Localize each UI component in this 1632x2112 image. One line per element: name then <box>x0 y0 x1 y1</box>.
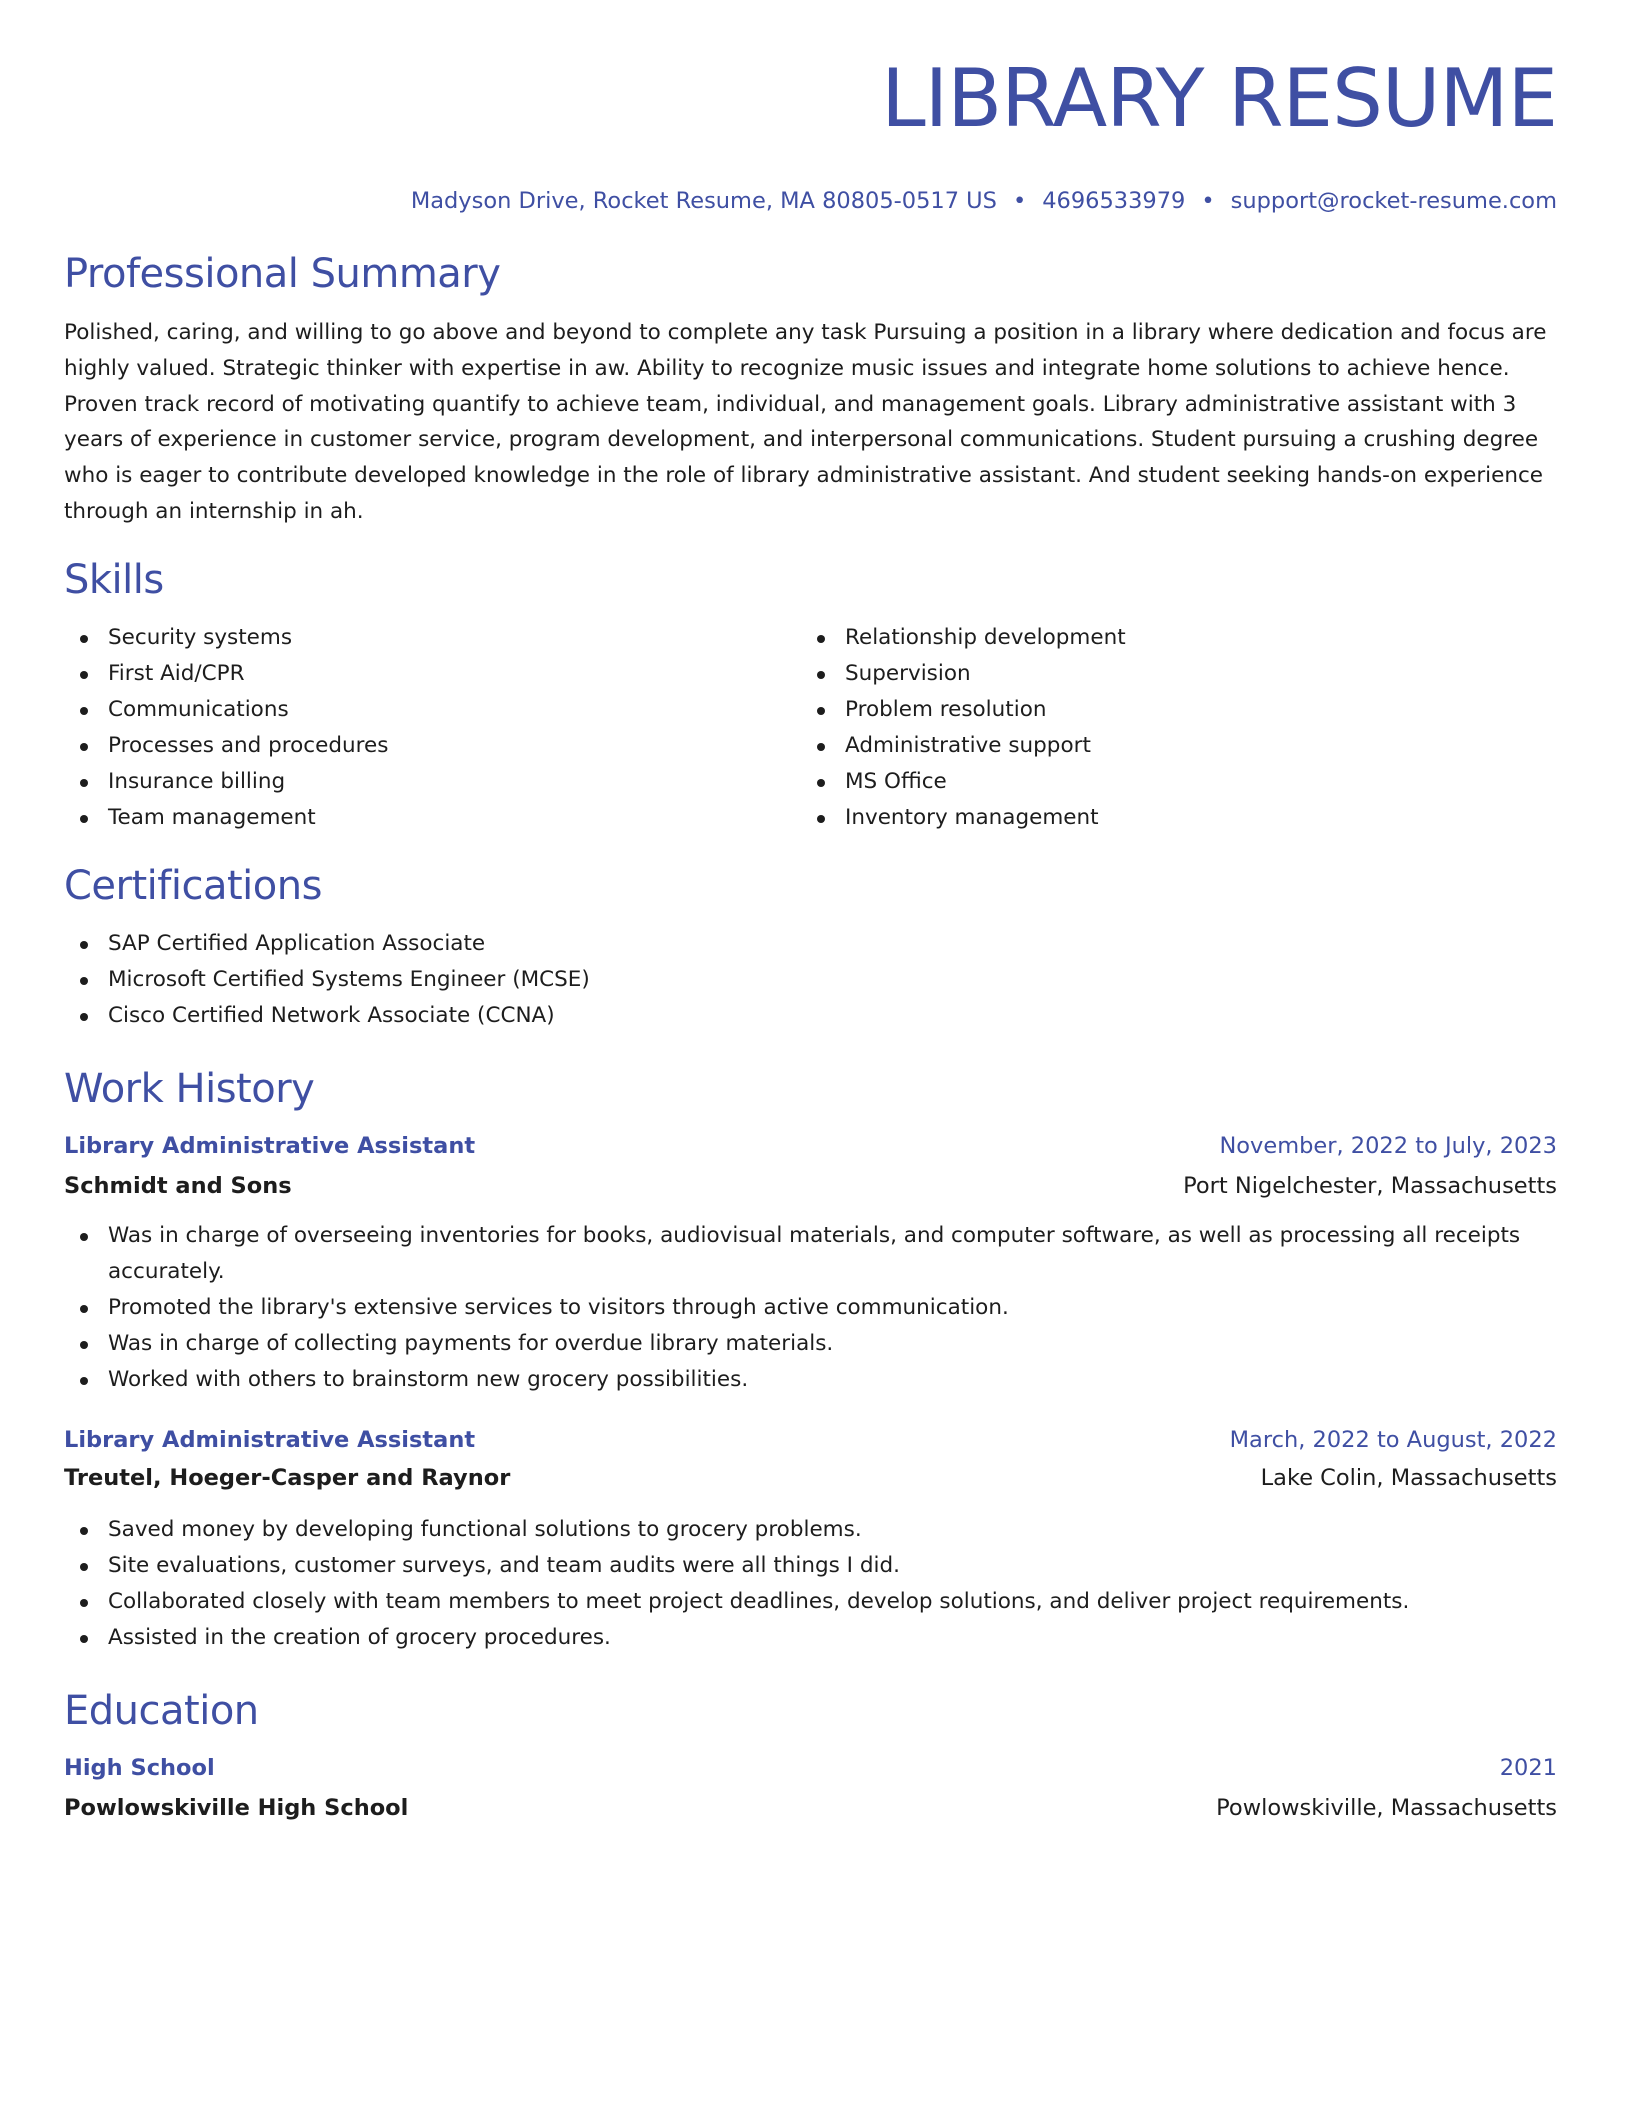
skill-item: Processes and procedures <box>64 728 801 764</box>
education-school-row <box>64 1792 1557 1824</box>
job-company: Treutel, Hoeger-Casper and Raynor <box>64 1464 511 1491</box>
section-title-summary: Professional Summary <box>64 251 501 297</box>
skill-item: Administrative support <box>801 728 1538 764</box>
section-title-certifications: Certifications <box>64 862 322 909</box>
job-bullet: Worked with others to brainstorm new grocery possibilities. <box>64 1362 1557 1398</box>
section-title-skills: Skills <box>64 556 164 603</box>
resume-name: LIBRARY RESUME <box>881 52 1557 145</box>
job-dates: March, 2022 to August, 2022 <box>1229 1426 1557 1453</box>
education-degree: High School <box>64 1754 215 1781</box>
job-bullet: Promoted the library's extensive services to visitors through active communication. <box>64 1290 1557 1326</box>
job-header-row <box>64 1130 1557 1162</box>
job-entry <box>64 1424 1557 1656</box>
job-company-row <box>64 1462 1557 1494</box>
skills-section <box>64 555 1557 836</box>
job-title: Library Administrative Assistant <box>64 1132 476 1159</box>
section-title-work: Work History <box>64 1065 315 1112</box>
education-location: Powlowskiville, Massachusetts <box>1216 1794 1557 1821</box>
job-bullets <box>64 1218 1557 1398</box>
skill-item: Security systems <box>64 620 801 656</box>
job-entry <box>64 1130 1557 1398</box>
certification-item: Cisco Certified Network Associate (CCNA) <box>64 998 1557 1034</box>
job-header-row <box>64 1424 1557 1456</box>
skills-list-right <box>801 620 1538 836</box>
certification-item: Microsoft Certified Systems Engineer (MCSE) <box>64 962 1557 998</box>
job-title: Library Administrative Assistant <box>64 1426 476 1453</box>
summary-text: Polished, caring, and willing to go above and beyond to complete any task Pursuing a position in a library where dedication and focus are highly valued. Strategic thinker with expertise in aw. Ability to recognize music issues and integrate home solutions to achieve hence. Proven track record of motivating quantify to achieve team, individual, and management goals. Library administrative assistant with 3 years of experience in customer service, program development, and interpersonal communications. Student pursuing a crushing degree who is eager to contribute developed knowledge in the role of library administrative assistant. And student seeking hands-on experience through an internship in ah. <box>64 320 1547 524</box>
contact-phone: 4696533979 <box>1042 188 1186 214</box>
job-bullet: Assisted in the creation of grocery procedures. <box>64 1620 1557 1656</box>
job-bullets <box>64 1512 1557 1656</box>
skill-item: First Aid/CPR <box>64 656 801 692</box>
job-company: Schmidt and Sons <box>64 1172 292 1199</box>
job-dates: November, 2022 to July, 2023 <box>1219 1132 1557 1159</box>
education-section <box>64 1686 1557 1824</box>
contact-separator: • <box>1201 188 1215 214</box>
skill-item: Team management <box>64 800 801 836</box>
job-location: Port Nigelchester, Massachusetts <box>1183 1172 1557 1199</box>
skill-item: Inventory management <box>801 800 1538 836</box>
work-section <box>64 1064 1557 1656</box>
contact-separator: • <box>1012 188 1027 214</box>
job-bullet: Was in charge of overseeing inventories for books, audiovisual materials, and computer software, as well as processing all receipts accurately. <box>64 1218 1557 1290</box>
skill-item: MS Office <box>801 764 1538 800</box>
education-school: Powlowskiville High School <box>64 1794 409 1821</box>
skill-item: Communications <box>64 692 801 728</box>
resume-page <box>64 0 1557 1824</box>
certifications-list <box>64 926 1557 1034</box>
skill-item: Supervision <box>801 656 1538 692</box>
job-location: Lake Colin, Massachusetts <box>1260 1464 1557 1491</box>
contact-address: Madyson Drive, Rocket Resume, MA 80805-0517 US <box>410 188 997 214</box>
job-bullet: Saved money by developing functional solutions to grocery problems. <box>64 1512 1557 1548</box>
skill-item: Relationship development <box>801 620 1538 656</box>
skills-list-left <box>64 620 801 836</box>
job-company-row <box>64 1170 1557 1202</box>
education-year: 2021 <box>1499 1754 1557 1781</box>
job-bullet: Site evaluations, customer surveys, and team audits were all things I did. <box>64 1548 1557 1584</box>
skill-item: Insurance billing <box>64 764 801 800</box>
education-header-row <box>64 1752 1557 1784</box>
skills-grid <box>64 620 1557 836</box>
section-title-education: Education <box>64 1687 259 1734</box>
summary-section <box>64 249 1557 530</box>
certification-item: SAP Certified Application Associate <box>64 926 1557 962</box>
skill-item: Problem resolution <box>801 692 1538 728</box>
certifications-section <box>64 861 1557 1034</box>
job-bullet: Collaborated closely with team members to meet project deadlines, develop solutions, and deliver project requirements. <box>64 1584 1557 1620</box>
contact-line <box>64 186 1557 216</box>
job-bullet: Was in charge of collecting payments for overdue library materials. <box>64 1326 1557 1362</box>
contact-email: support@rocket-resume.com <box>1230 188 1557 214</box>
